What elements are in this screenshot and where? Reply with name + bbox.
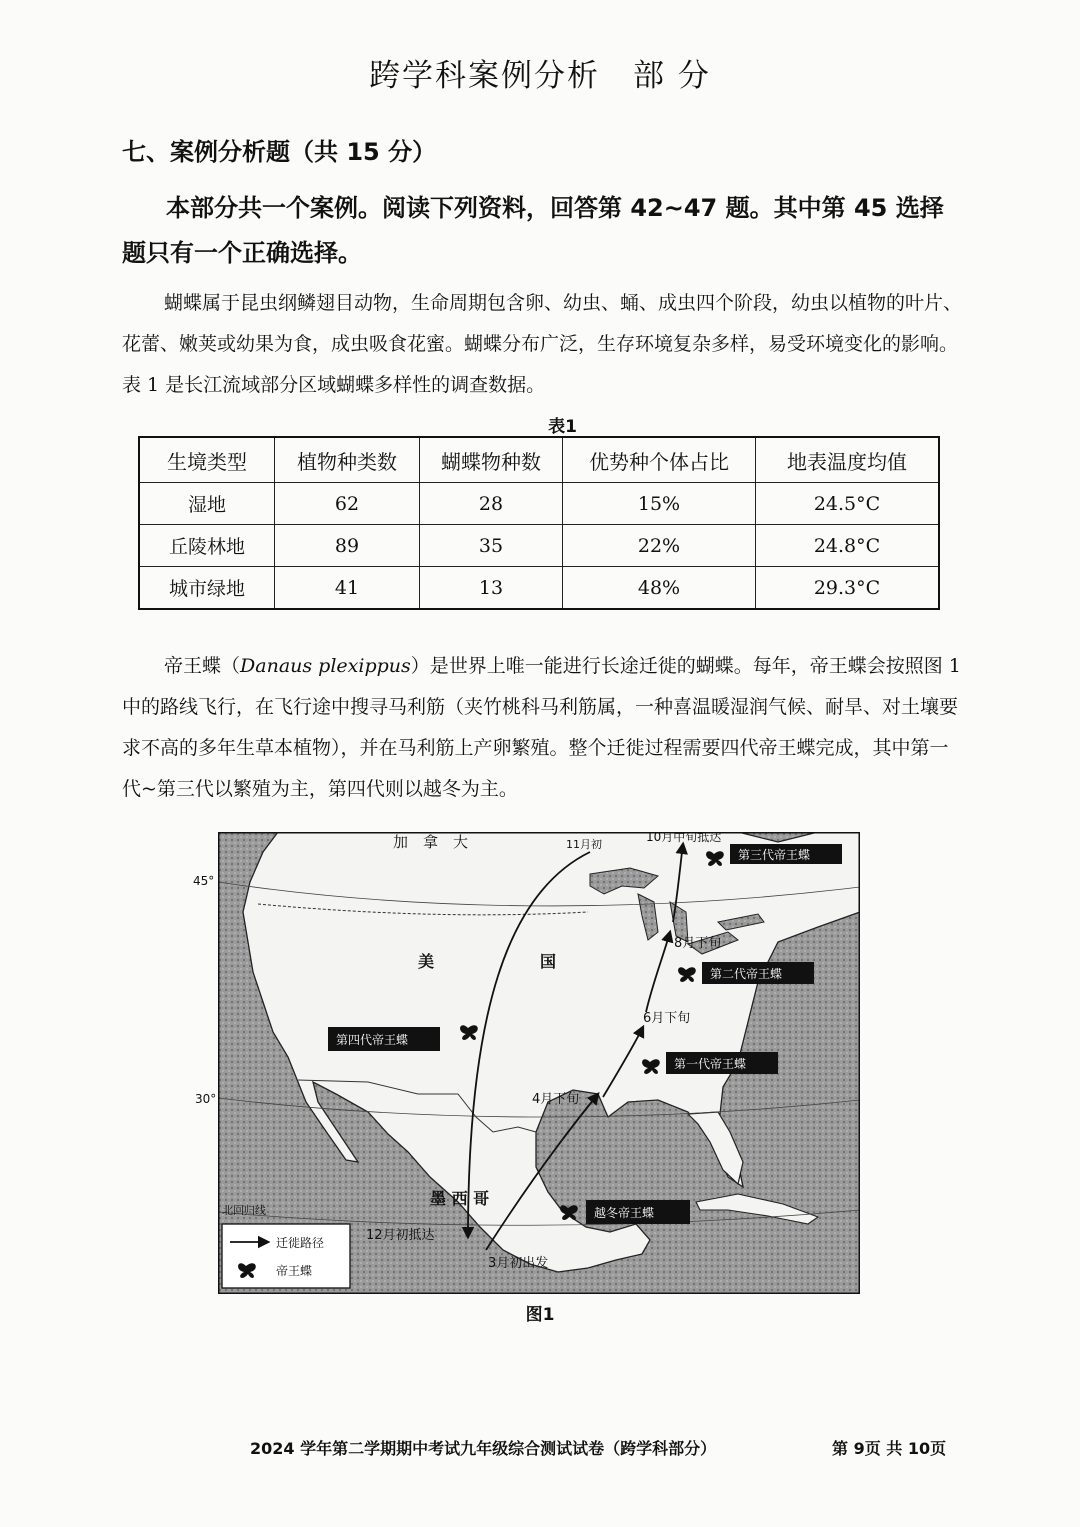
label-late-aug: 8月下旬	[674, 936, 722, 951]
table-caption: 表1	[548, 417, 577, 437]
gen2-label: 第二代帝王蝶	[710, 967, 783, 981]
paragraph-monarch	[122, 646, 967, 810]
table-cell: 48%	[563, 567, 756, 610]
table-row	[139, 483, 939, 525]
figure-caption: 图1	[525, 1305, 555, 1325]
label-nov: 11月初	[566, 838, 602, 851]
footer-exam-title: 2024 学年第二学期期中考试九年级综合测试试卷（跨学科部分）	[250, 1439, 717, 1458]
label-mar-depart: 3月初出发	[488, 1256, 549, 1271]
gen1-box	[666, 1052, 778, 1074]
table-cell: 城市绿地	[139, 567, 275, 610]
column-header: 蝴蝶物种数	[420, 437, 563, 483]
usa-label-right: 国	[540, 952, 557, 971]
gen1-label: 第一代帝王蝶	[674, 1057, 747, 1071]
migration-map-svg	[218, 832, 860, 1294]
tropic-label: 北回归线	[222, 1204, 266, 1217]
table-cell: 22%	[563, 525, 756, 567]
legend-route-label: 迁徙路径	[276, 1236, 325, 1250]
section-heading: 七、案例分析题（共 15 分）	[122, 138, 437, 166]
paragraph-butterflies: 蝴蝶属于昆虫纲鳞翅目动物，生命周期包含卵、幼虫、蛹、成虫四个阶段，幼虫以植物的叶片、花蕾、嫩荚或幼果为食，成虫吸食花蜜。蝴蝶分布广泛，生存环境复杂多样，易受环境变化的影响。表 1 是长江流域部分区域蝴蝶多样性的调查数据。	[122, 292, 963, 396]
overwinter-box	[586, 1200, 690, 1224]
gen3-label: 第三代帝王蝶	[738, 848, 811, 862]
label-oct-arrive: 10月中旬抵达	[646, 832, 722, 844]
table-cell: 湿地	[139, 483, 275, 525]
table-cell: 89	[275, 525, 420, 567]
table-cell: 15%	[563, 483, 756, 525]
instructions: 本部分共一个案例。阅读下列资料，回答第 42~47 题。其中第 45 选择题只有一个正确选择。	[122, 194, 944, 267]
mexico-label: 墨 西 哥	[430, 1189, 490, 1208]
label-late-jun: 6月下旬	[643, 1011, 691, 1026]
migration-map	[218, 832, 860, 1294]
overwinter-label: 越冬帝王蝶	[594, 1206, 655, 1220]
table-row	[139, 525, 939, 567]
canada-label: 加 拿 大	[393, 833, 469, 851]
legend-butterfly-label: 帝王蝶	[276, 1264, 313, 1278]
table-cell: 35	[420, 525, 563, 567]
table-cell: 41	[275, 567, 420, 610]
footer-page-number: 第 9页 共 10页	[832, 1439, 947, 1458]
legend	[222, 1224, 350, 1288]
paragraph-monarch-before: 帝王蝶（	[164, 655, 241, 677]
column-header: 优势种个体占比	[563, 437, 756, 483]
table-cell: 28	[420, 483, 563, 525]
gen3-box	[730, 844, 842, 864]
paragraph-monarch-after: ）是世界上唯一能进行长途迁徙的蝴蝶。每年，帝王蝶会按照图 1 中的路线飞行，在飞行途中搜寻马利筋（夹竹桃科马利筋属，一种喜温暖湿润气候、耐旱、对土壤要求不高的多年生草本植物），并在马利筋上产卵繁殖。整个迁徙过程需要四代帝王蝶完成，其中第一代~第三代以繁殖为主，第四代则以越冬为主。	[122, 655, 961, 800]
table-cell: 丘陵林地	[139, 525, 275, 567]
table-cell: 13	[420, 567, 563, 610]
table-row	[139, 567, 939, 610]
table-header-row	[139, 437, 939, 483]
column-header: 植物种类数	[275, 437, 420, 483]
gen4-box	[328, 1027, 440, 1051]
gen2-box	[702, 962, 814, 984]
column-header: 生境类型	[139, 437, 275, 483]
label-late-apr: 4月下旬	[532, 1092, 580, 1107]
label-dec-arrive: 12月初抵达	[366, 1228, 435, 1243]
table-cell: 24.8°C	[756, 525, 940, 567]
gen4-label: 第四代帝王蝶	[336, 1033, 409, 1047]
species-name: Danaus plexippus	[240, 655, 411, 677]
table-cell: 62	[275, 483, 420, 525]
latitude-30-label: 30°	[195, 1092, 217, 1106]
butterfly-diversity-table	[138, 436, 940, 610]
table-cell: 29.3°C	[756, 567, 940, 610]
latitude-45-label: 45°	[193, 874, 215, 888]
table-cell: 24.5°C	[756, 483, 940, 525]
page-title: 跨学科案例分析 部 分	[369, 58, 711, 94]
column-header: 地表温度均值	[756, 437, 940, 483]
usa-label-left: 美	[418, 952, 435, 971]
